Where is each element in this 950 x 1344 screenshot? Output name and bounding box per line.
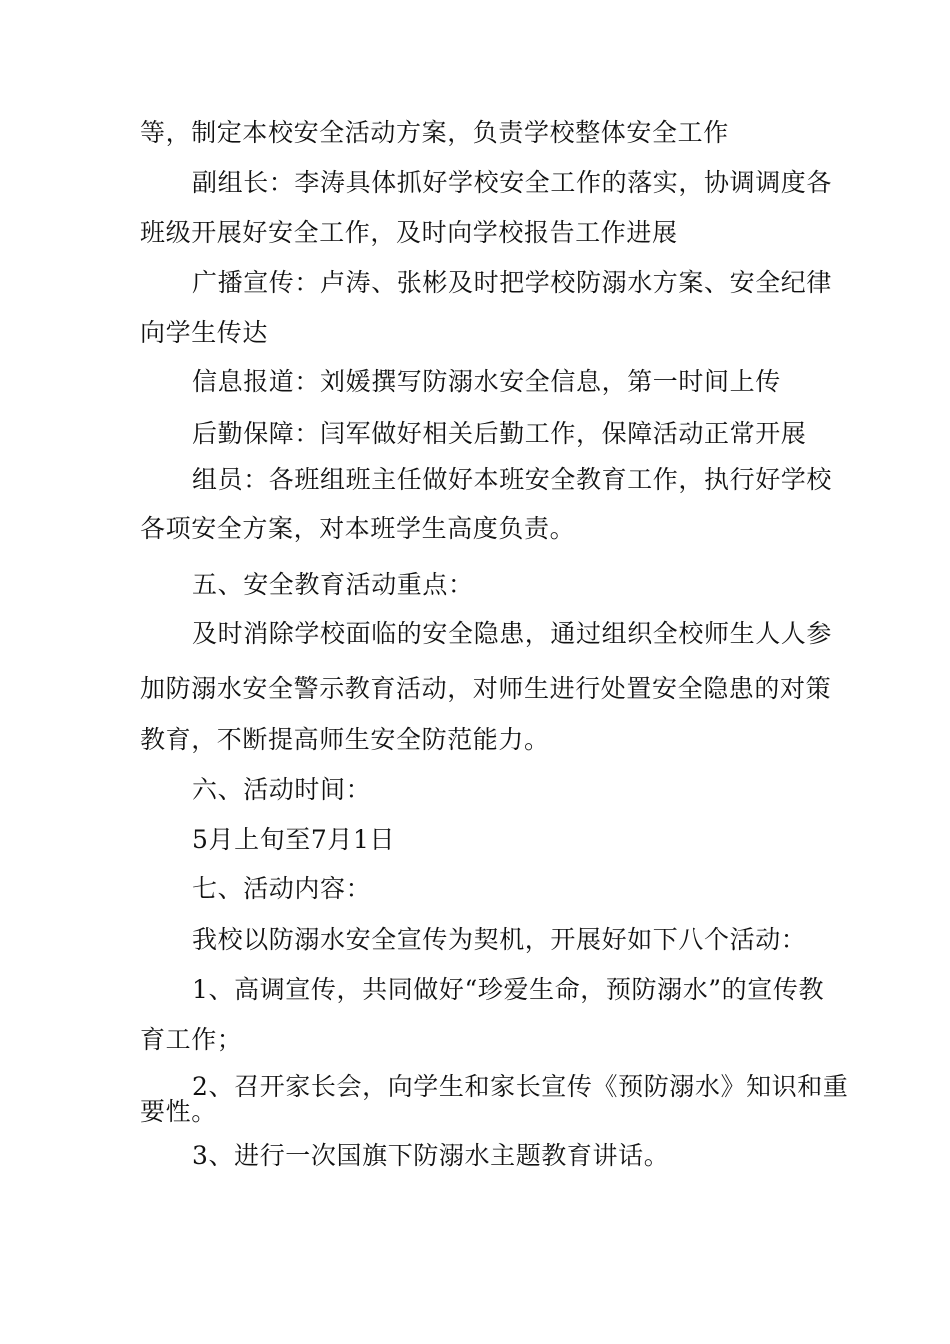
text-line: 信息报道：刘媛撰写防溺水安全信息，第一时间上传: [192, 367, 781, 396]
text-line: 我校以防溺水安全宣传为契机，开展好如下八个活动：: [192, 925, 807, 954]
text-line: 后勤保障：闫军做好相关后勤工作，保障活动正常开展: [192, 419, 807, 448]
text-line: 2、召开家长会，向学生和家长宣传《预防溺水》知识和重: [192, 1072, 849, 1101]
text-line: 及时消除学校面临的安全隐患，通过组织全校师生人人参: [192, 619, 833, 648]
text-line: 各项安全方案，对本班学生高度负责。: [140, 514, 576, 543]
text-line: 班级开展好安全工作，及时向学校报告工作进展: [140, 218, 678, 247]
text-line: 副组长：李涛具体抓好学校安全工作的落实，协调调度各: [192, 168, 833, 197]
text-line: 向学生传达: [140, 318, 269, 347]
text-line: 教育，不断提高师生安全防范能力。: [140, 725, 550, 754]
section-heading: 六、活动时间：: [192, 775, 372, 804]
section-heading: 七、活动内容：: [192, 874, 372, 903]
text-line: 3、进行一次国旗下防溺水主题教育讲话。: [192, 1141, 670, 1170]
text-line: 1、高调宣传，共同做好“珍爱生命，预防溺水”的宣传教: [192, 975, 825, 1004]
text-line: 广播宣传：卢涛、张彬及时把学校防溺水方案、安全纪律: [192, 268, 833, 297]
text-line: 等，制定本校安全活动方案，负责学校整体安全工作: [140, 118, 729, 147]
text-line: 5月上旬至7月1日: [192, 825, 396, 854]
text-line: 要性。: [140, 1097, 217, 1126]
text-line: 加防溺水安全警示教育活动，对师生进行处置安全隐患的对策: [140, 674, 832, 703]
section-heading: 五、安全教育活动重点：: [192, 570, 474, 599]
text-line: 组员：各班组班主任做好本班安全教育工作，执行好学校: [192, 465, 833, 494]
text-line: 育工作；: [140, 1025, 243, 1054]
